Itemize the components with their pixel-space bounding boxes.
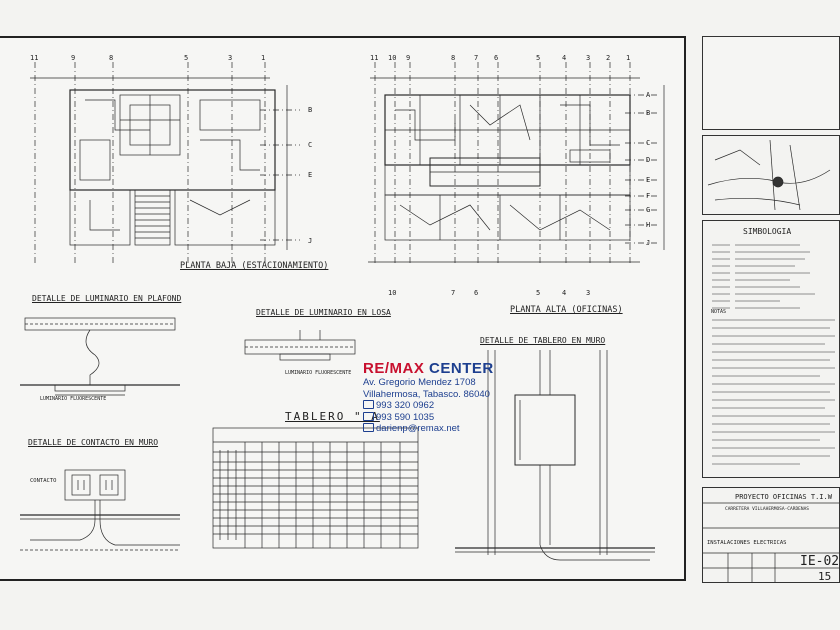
svg-text:J: J	[646, 239, 651, 247]
svg-text:2: 2	[606, 54, 611, 62]
tablero-a-title: TABLERO " A	[285, 410, 380, 423]
phone-2[interactable]: 993 590 1035	[376, 411, 435, 423]
phone-2-row	[363, 412, 503, 424]
notas-title: NOTAS	[711, 309, 727, 315]
svg-text:D: D	[646, 156, 651, 164]
svg-text:3: 3	[586, 54, 591, 62]
tablero-a-drawing	[213, 428, 418, 548]
svg-text:4: 4	[562, 289, 567, 297]
svg-text:4: 4	[562, 54, 567, 62]
svg-text:B: B	[646, 109, 651, 117]
svg-text:C: C	[646, 139, 651, 147]
simbologia-panel	[702, 220, 840, 478]
svg-text:1: 1	[261, 54, 266, 62]
svg-text:5: 5	[536, 289, 541, 297]
planta-alta-title: PLANTA ALTA (OFICINAS)	[510, 305, 623, 315]
svg-text:3: 3	[586, 289, 591, 297]
svg-text:E: E	[308, 171, 313, 179]
north-arrow-panel	[702, 36, 840, 130]
sheet-number: 15	[818, 570, 832, 583]
luminario-label-2: LUMINARIO FLUORESCENTE	[285, 370, 352, 376]
svg-text:5: 5	[536, 54, 541, 62]
email-row	[363, 423, 503, 435]
location-panel	[702, 135, 840, 215]
svg-text:6: 6	[494, 54, 499, 62]
svg-text:9: 9	[71, 54, 76, 62]
detalle-contacto-title: DETALLE DE CONTACTO EN MURO	[28, 438, 159, 447]
svg-text:B: B	[308, 106, 313, 114]
remax-contact-card	[363, 360, 503, 435]
svg-text:G: G	[646, 206, 651, 214]
logo-center: CENTER	[424, 360, 494, 377]
svg-text:A: A	[646, 91, 651, 99]
svg-text:10: 10	[388, 54, 397, 62]
svg-text:7: 7	[474, 54, 479, 62]
sheet-code: IE-02	[800, 554, 840, 569]
svg-text:3: 3	[228, 54, 233, 62]
project-location: CARRETERA VILLAHERMOSA-CARDENAS	[725, 507, 809, 512]
detalle-losa-drawing	[245, 330, 355, 360]
project-title: PROYECTO OFICINAS T.I.W	[735, 493, 832, 501]
planta-baja-drawing	[30, 62, 300, 265]
svg-text:11: 11	[30, 54, 39, 62]
phone-icon	[363, 400, 374, 409]
detalle-tablero-muro-title: DETALLE DE TABLERO EN MURO	[480, 336, 606, 345]
svg-text:E: E	[646, 176, 651, 184]
svg-text:10: 10	[388, 289, 397, 297]
address-line-2: Villahermosa, Tabasco. 86040	[363, 388, 490, 400]
phone-1[interactable]: 993 320 0962	[376, 400, 435, 411]
logo-re: RE/	[363, 360, 390, 377]
svg-text:5: 5	[184, 54, 189, 62]
address-line-1: Av. Gregorio Mendez 1708	[363, 377, 476, 388]
svg-text:9: 9	[406, 54, 411, 62]
planta-alta-drawing	[368, 62, 664, 265]
sheet-name: INSTALACIONES ELECTRICAS	[707, 540, 787, 546]
svg-text:11: 11	[370, 54, 379, 62]
detalle-plafond-drawing	[20, 318, 180, 395]
logo-max: MAX	[389, 360, 425, 377]
phone-1-row	[363, 400, 503, 412]
planta-baja-title: PLANTA BAJA (ESTACIONAMIENTO)	[180, 261, 329, 271]
simbologia-title: SIMBOLOGIA	[743, 227, 792, 236]
title-block	[702, 487, 840, 583]
luminario-label-1: LUMINARIO FLUORESCENTE	[40, 396, 107, 402]
svg-text:6: 6	[474, 289, 479, 297]
contacto-label: CONTACTO	[30, 478, 57, 484]
svg-text:1: 1	[626, 54, 631, 62]
email-icon	[363, 423, 374, 432]
svg-text:F: F	[646, 192, 651, 200]
phone-icon	[363, 412, 374, 421]
svg-text:C: C	[308, 141, 313, 149]
detalle-plafond-title: DETALLE DE LUMINARIO EN PLAFOND	[32, 294, 182, 303]
remax-logo	[363, 360, 503, 377]
svg-text:8: 8	[109, 54, 114, 62]
svg-text:8: 8	[451, 54, 456, 62]
email-link[interactable]: darienp@remax.net	[376, 423, 460, 434]
svg-text:7: 7	[451, 289, 456, 297]
detalle-losa-title: DETALLE DE LUMINARIO EN LOSA	[256, 308, 391, 317]
svg-text:H: H	[646, 221, 651, 229]
svg-text:J: J	[308, 237, 313, 245]
